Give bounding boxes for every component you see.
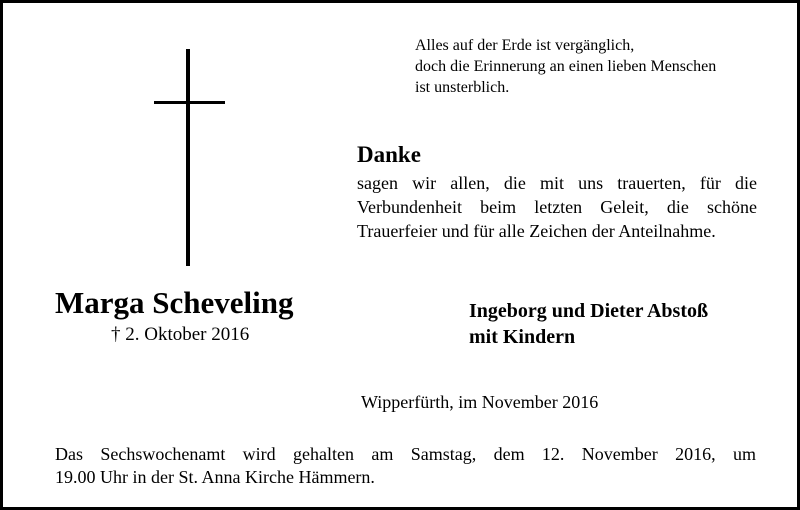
cross-horizontal-bar xyxy=(154,101,225,104)
notice-line: Das Sechswochenamt wird gehalten am Samstag, dem 12. November 2016, um xyxy=(55,444,756,464)
place-and-date: Wipperfürth, im November 2016 xyxy=(361,392,599,412)
family-line: Ingeborg und Dieter Abstoß xyxy=(469,300,709,322)
quote-line: Alles auf der Erde ist vergänglich, xyxy=(415,37,635,54)
thanks-line: Verbundenheit beim letzten Geleit, die schöne xyxy=(357,197,757,217)
quote-line: ist unsterblich. xyxy=(415,79,510,96)
death-date: † 2. Oktober 2016 xyxy=(111,324,250,345)
memorial-quote xyxy=(415,35,716,98)
thanks-heading: Danke xyxy=(357,142,421,167)
thanks-line: Trauerfeier und für alle Zeichen der Anteilnahme. xyxy=(357,221,716,241)
family-line: mit Kindern xyxy=(469,326,576,348)
notice-line: 19.00 Uhr in der St. Anna Kirche Hämmern. xyxy=(55,467,375,487)
thanks-line: sagen wir allen, die mit uns trauerten, für die xyxy=(357,173,757,193)
deceased-name: Marga Scheveling xyxy=(55,285,294,320)
quote-line: doch die Erinnerung an einen lieben Menschen xyxy=(415,58,717,75)
mass-notice xyxy=(55,443,756,489)
thanks-text xyxy=(357,171,757,243)
family-signature xyxy=(469,298,708,350)
cross-vertical-bar xyxy=(186,49,190,266)
